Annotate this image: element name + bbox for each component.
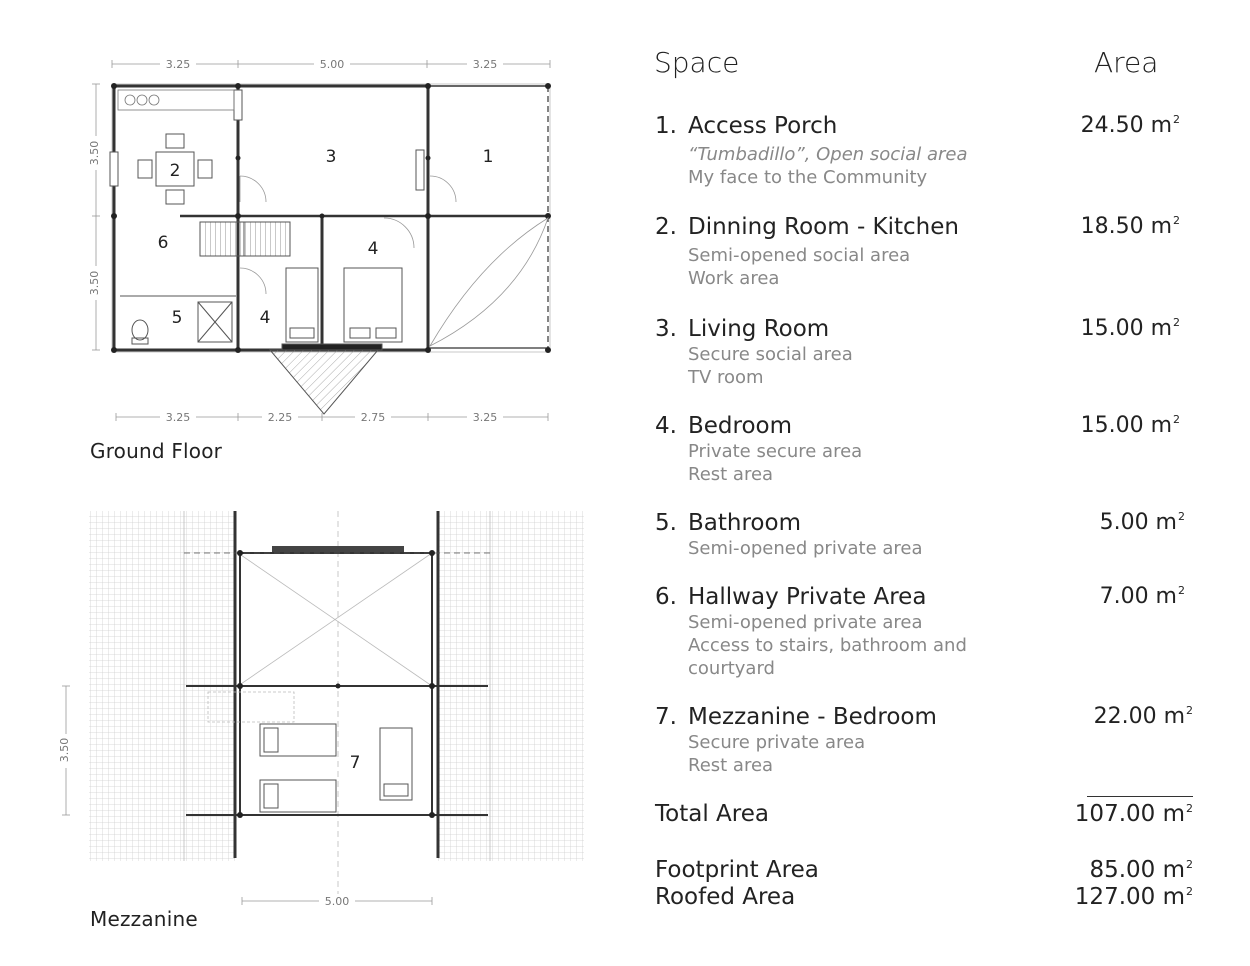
dim-top-3: 3.25: [472, 58, 498, 71]
room-number-7: 7: [349, 753, 361, 773]
space-description: Private secure area Rest area: [688, 441, 863, 485]
dim-side-1: 3.50: [88, 140, 101, 166]
dim-bottom-1: 3.25: [165, 411, 191, 424]
mezzanine-label: Mezzanine: [90, 907, 198, 931]
space-area: 18.50 $m^2$: [1080, 214, 1180, 239]
space-description: Secure social area TV room: [688, 344, 853, 388]
space-name: Bathroom: [688, 510, 801, 536]
roofed-area-label: Roofed Area: [655, 884, 796, 910]
entrance-steps: [270, 350, 378, 414]
space-area: 15.00 $m^2$: [1080, 316, 1180, 341]
mezzanine-plan: [58, 511, 584, 908]
total-divider: [1087, 796, 1193, 797]
room-number-4a: 4: [367, 239, 379, 259]
row-number: 5.: [655, 510, 677, 536]
room-number-1: 1: [482, 147, 494, 167]
row-number: 2.: [655, 214, 677, 240]
space-area: 7.00 $m^2$: [1099, 584, 1185, 609]
side-dimension-line: [92, 84, 100, 350]
space-name: Dinning Room - Kitchen: [688, 214, 959, 240]
ground-floor-label: Ground Floor: [90, 439, 223, 463]
row-number: 3.: [655, 316, 677, 342]
footprint-area-label: Footprint Area: [655, 857, 819, 883]
space-description: Semi-opened private area Access to stairs, bathroom and courtyard: [688, 612, 967, 679]
dim-bottom-3: 2.75: [360, 411, 386, 424]
beds: [286, 268, 402, 342]
space-area: 24.50 $m^2$: [1080, 113, 1180, 138]
space-name: Mezzanine - Bedroom: [688, 704, 937, 730]
area-column-header: Area: [1094, 46, 1159, 79]
space-area: 22.00 $m^2$: [1093, 704, 1193, 729]
roofed-area-value: 127.00 $m^2$: [1074, 884, 1193, 910]
ground-floor-plan: [88, 57, 551, 424]
total-area-label: Total Area: [655, 801, 769, 827]
kitchen-counter: [118, 90, 234, 110]
room-number-4b: 4: [259, 308, 271, 328]
space-area: 5.00 $m^2$: [1099, 510, 1185, 535]
mezzanine-beds: [260, 724, 412, 812]
room-number-6: 6: [157, 233, 169, 253]
room-number-3: 3: [325, 147, 337, 167]
row-number: 6.: [655, 584, 677, 610]
mezzanine-dim-bottom: 5.00: [324, 895, 350, 908]
row-number: 7.: [655, 704, 677, 730]
footprint-area-value: 85.00 $m^2$: [1089, 857, 1193, 883]
stairs: [200, 222, 290, 256]
mezzanine-dim-side: 3.50: [58, 737, 71, 763]
space-description: Semi-opened private area: [688, 538, 923, 559]
space-name: Living Room: [688, 316, 830, 342]
space-name: Bedroom: [688, 413, 793, 439]
room-number-5: 5: [171, 308, 183, 328]
dim-side-2: 3.50: [88, 270, 101, 296]
floor-plans-drawing: [0, 0, 600, 966]
room-number-2: 2: [169, 161, 181, 181]
space-column-header: Space: [654, 46, 740, 79]
space-name: Hallway Private Area: [688, 584, 927, 610]
space-name: Access Porch: [688, 113, 838, 139]
total-area-value: 107.00 $m^2$: [1074, 801, 1193, 827]
dim-bottom-2: 2.25: [267, 411, 293, 424]
space-description: Secure private area Rest area: [688, 732, 866, 776]
dim-bottom-4: 3.25: [472, 411, 498, 424]
space-description: “Tumbadillo”, Open social area My face to the Community: [688, 144, 968, 188]
row-number: 4.: [655, 413, 677, 439]
row-number: 1.: [655, 113, 677, 139]
space-description: Semi-opened social area Work area: [688, 245, 911, 289]
space-area: 15.00 $m^2$: [1080, 413, 1180, 438]
tumbadillo-term: “Tumbadillo”, Open social area: [688, 144, 968, 165]
dim-top-2: 5.00: [319, 58, 345, 71]
dim-top-1: 3.25: [165, 58, 191, 71]
